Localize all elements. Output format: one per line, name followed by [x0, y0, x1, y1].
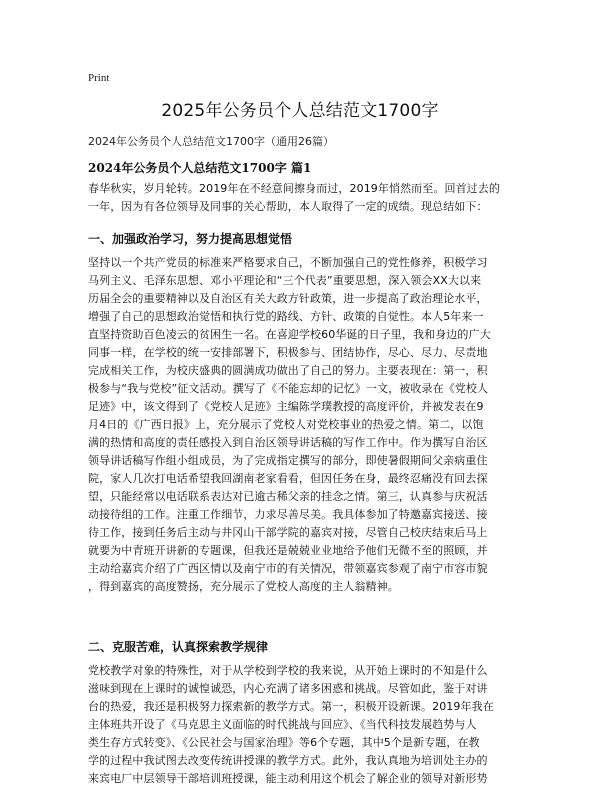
paragraph-line: 极参与“我与党校”征文活动。撰写了《不能忘却的记忆》一文，被收录在《党校人 [88, 382, 489, 395]
paragraph-line: 历届全会的重要精神以及自治区有关大政方针政策，进一步提高了政治理论水平， [88, 292, 488, 305]
paragraph-line: 就要为中青班开讲新的专题课，但我还是兢兢业业地给予他们无微不至的照顾，并 [88, 544, 488, 557]
paragraph-line: 类生存方式转变》、《公民社会与国家治理》等6个专题，其中5个是新专题，在教 [88, 736, 480, 749]
paragraph-line: 月4日的《广西日报》上，充分展示了党校人对党校事业的热爱之情。第二，以饱 [88, 418, 484, 431]
intro-line: 一年，因为有各位领导及同事的关心帮助，本人取得了一定的成绩。现总结如下： [88, 200, 488, 213]
paragraph-line: 完成相关工作，为校庆盛典的圆满成功做出了自己的努力。主要表现在：第一，积 [88, 364, 488, 377]
paragraph-line: 同事一样，在学校的统一安排部署下，积极参与、团结协作，尽心、尽力、尽责地 [88, 346, 488, 359]
document-title: 2025年公务员个人总结范文1700字 [161, 101, 439, 121]
section-2-paragraph [88, 662, 514, 788]
intro-paragraph [88, 180, 514, 216]
paragraph-line: 增强了自己的思想政治觉悟和执行党的路线、方针、政策的自觉性。本人5年来一 [88, 310, 484, 323]
section-heading-1: 一、加强政治学习，努力提高思想觉悟 [88, 232, 293, 246]
paragraph-line: 学的过程中我试图去改变传统讲授课的教学方式。此外，我认真地为培训处主办的 [88, 754, 488, 767]
paragraph-line: ，得到嘉宾的高度赞扬，充分展示了党校人高度的主人翁精神。 [88, 580, 399, 593]
paragraph-line: 党校教学对象的特殊性，对于从学校到学校的我来说，从开始上课时的不知是什么 [88, 664, 488, 677]
document-subtitle: 2024年公务员个人总结范文1700字（通用26篇） [88, 135, 334, 148]
paragraph-line: 望，只能经常以电话联系表达对已逾古稀父亲的挂念之情。第三，认真参与庆祝活 [88, 490, 488, 503]
paragraph-line: 足迹》中，该文得到了《党校人足迹》主编陈学璞教授的高度评价，并被发表在9 [88, 400, 484, 413]
paragraph-line: 台的热爱，我还是积极努力探索新的教学方式。第一，积极开设新课。2019年我在 [88, 700, 494, 713]
section-heading-2: 二、克服苦难，认真探索教学规律 [88, 640, 269, 654]
section-1-paragraph [88, 254, 514, 596]
paragraph-line: 院，家人几次打电话希望我回湖南老家看看，但因任务在身，最终忍痛没有回去探 [88, 472, 488, 485]
paragraph-line: 坚持以一个共产党员的标准来严格要求自己，不断加强自己的党性修养，积极学习 [88, 256, 488, 269]
paragraph-line: 滋味到现在上课时的诚惶诚恐，内心充满了诸多困惑和挑战。尽管如此，鉴于对讲 [88, 682, 488, 695]
paragraph-line: 动接待组的工作。注重工作细节，力求尽善尽美。我具体参加了特邀嘉宾接送、接 [88, 508, 488, 521]
paragraph-line: 领导讲话稿写作组小组成员，为了完成指定撰写的部分，即使暑假期间父亲病重住 [88, 454, 488, 467]
print-label[interactable]: Print [88, 72, 110, 84]
paragraph-line: 马列主义、毛泽东思想、邓小平理论和“三个代表”重要思想，深入领会XX大以来 [88, 274, 482, 287]
paragraph-line: 直坚持资助百色凌云的贫困生一名。在喜迎学校60华诞的日子里，我和身边的广大 [88, 328, 491, 341]
article-title: 2024年公务员个人总结范文1700字 篇1 [88, 161, 312, 175]
paragraph-line: 主体班共开设了《马克思主义面临的时代挑战与回应》、《当代科技发展趋势与人 [88, 718, 477, 731]
paragraph-line: 来宾电厂中层领导干部培训班授课，能主动利用这个机会了解企业的领导对新形势 [88, 772, 488, 785]
paragraph-line: 待工作，接到任务后主动与井冈山干部学院的嘉宾对接，尽管自己校庆结束后马上 [88, 526, 488, 539]
intro-line: 春华秋实，岁月轮转。2019年在不经意间擦身而过，2019年悄然而至。回首过去的 [88, 182, 500, 195]
paragraph-line: 满的热情和高度的责任感投入到自治区领导讲话稿的写作工作中。作为撰写自治区 [88, 436, 488, 449]
paragraph-line: 主动给嘉宾介绍了广西区情以及南宁市的有关情况，带领嘉宾参观了南宁市容市貌 [88, 562, 488, 575]
